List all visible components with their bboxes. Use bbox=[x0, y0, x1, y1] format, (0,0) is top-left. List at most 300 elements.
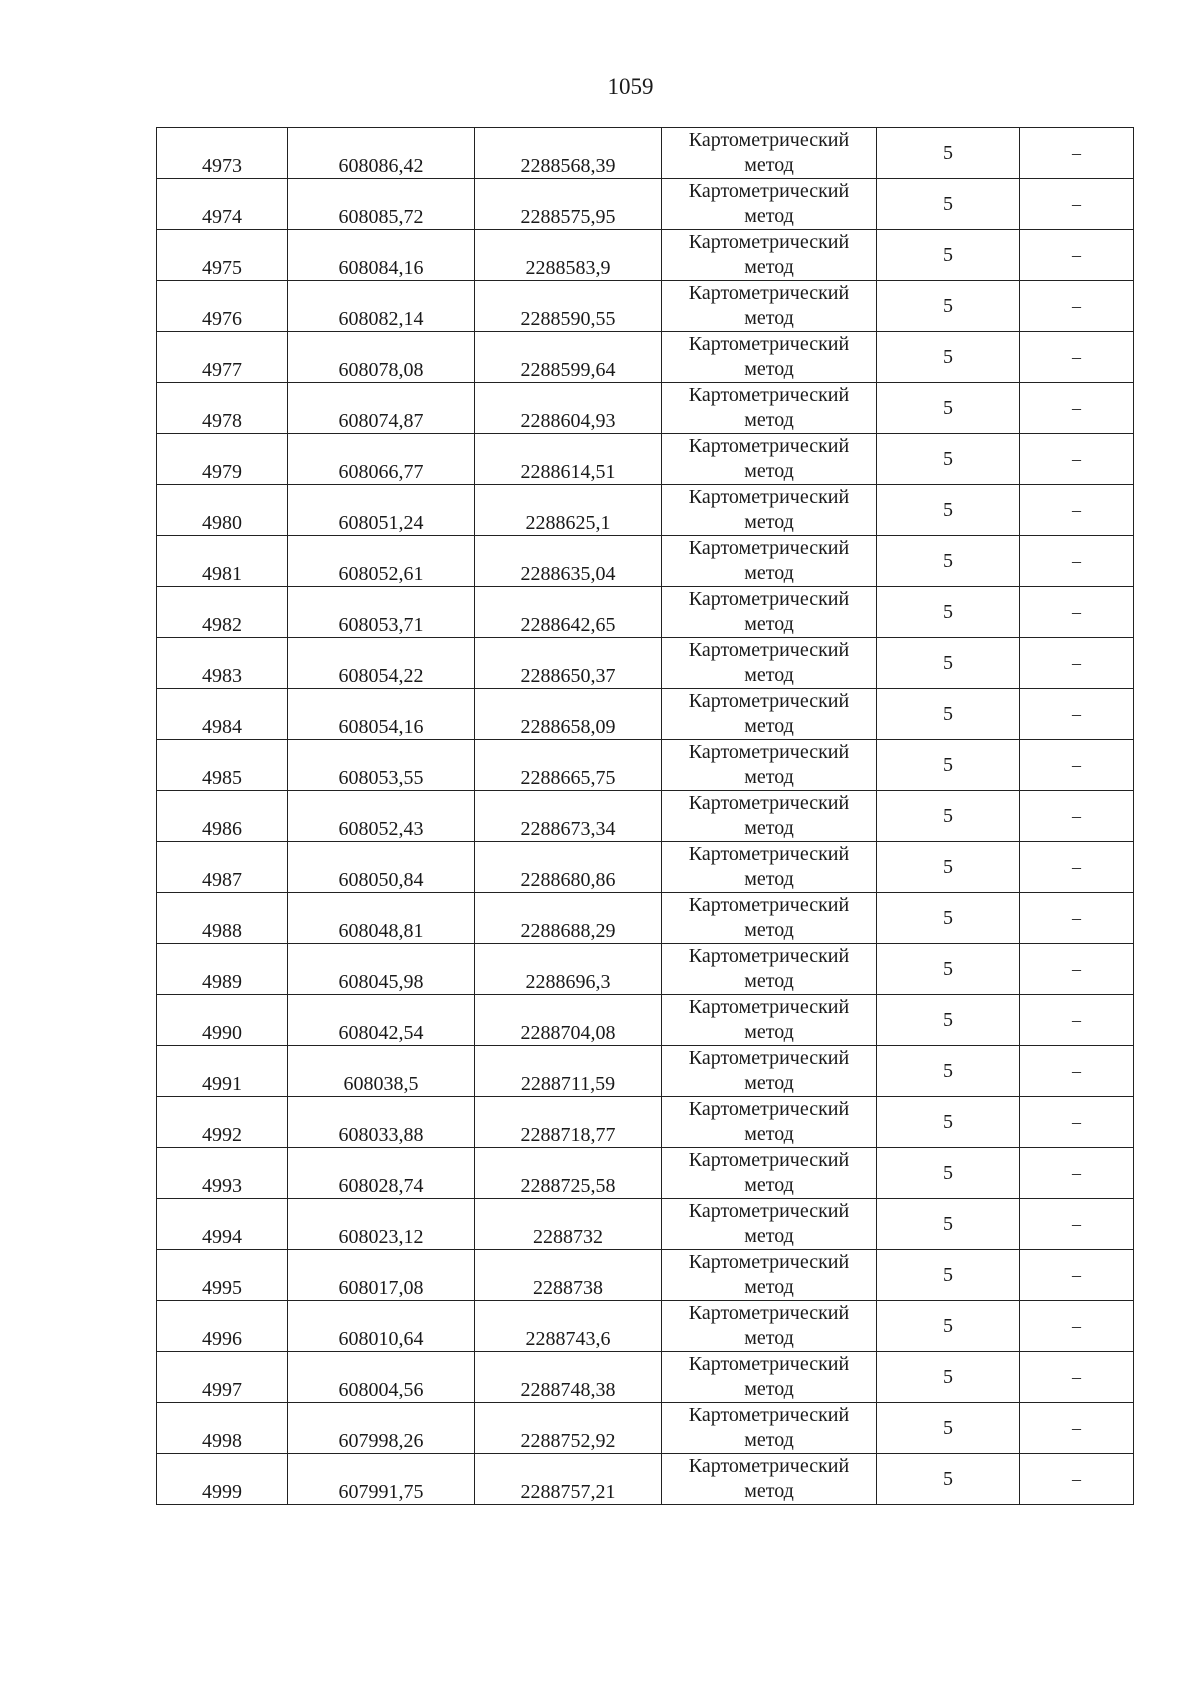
note-cell: – bbox=[1020, 434, 1134, 485]
point-number: 4996 bbox=[202, 1328, 242, 1350]
y-coordinate: 2288575,95 bbox=[520, 206, 616, 228]
y-coordinate: 2288738 bbox=[533, 1277, 603, 1299]
method-cell bbox=[662, 1301, 877, 1352]
method-cell bbox=[662, 1403, 877, 1454]
y-coordinate-cell bbox=[475, 1199, 662, 1250]
method-cell bbox=[662, 1250, 877, 1301]
accuracy-cell: 5 bbox=[877, 179, 1020, 230]
x-coordinate-cell bbox=[288, 434, 475, 485]
x-coordinate: 608052,61 bbox=[338, 563, 424, 585]
method-line-1: Картометрический bbox=[688, 792, 850, 814]
method-cell bbox=[662, 638, 877, 689]
y-coordinate-cell bbox=[475, 128, 662, 179]
accuracy-cell: 5 bbox=[877, 740, 1020, 791]
y-coordinate: 2288673,34 bbox=[520, 818, 616, 840]
x-coordinate-cell bbox=[288, 740, 475, 791]
method-cell bbox=[662, 995, 877, 1046]
note-cell: – bbox=[1020, 1148, 1134, 1199]
table-row bbox=[157, 995, 1134, 1046]
x-coordinate: 608045,98 bbox=[338, 971, 424, 993]
point-number-cell bbox=[157, 1454, 288, 1505]
note-cell: – bbox=[1020, 1250, 1134, 1301]
method-line-1: Картометрический bbox=[688, 1302, 850, 1324]
y-coordinate-cell bbox=[475, 638, 662, 689]
x-coordinate: 608074,87 bbox=[338, 410, 424, 432]
point-number: 4982 bbox=[202, 614, 242, 636]
note-cell: – bbox=[1020, 1352, 1134, 1403]
accuracy-cell: 5 bbox=[877, 1454, 1020, 1505]
y-coordinate: 2288718,77 bbox=[520, 1124, 616, 1146]
accuracy-cell: 5 bbox=[877, 128, 1020, 179]
method-line-2: метод bbox=[744, 1327, 794, 1349]
method-line-1: Картометрический bbox=[688, 282, 850, 304]
point-number: 4983 bbox=[202, 665, 242, 687]
note-cell: – bbox=[1020, 638, 1134, 689]
y-coordinate: 2288625,1 bbox=[525, 512, 611, 534]
table-row bbox=[157, 383, 1134, 434]
table-row bbox=[157, 485, 1134, 536]
method-line-1: Картометрический bbox=[688, 843, 850, 865]
y-coordinate-cell bbox=[475, 944, 662, 995]
point-number-cell bbox=[157, 689, 288, 740]
point-number-cell bbox=[157, 1352, 288, 1403]
x-coordinate-cell bbox=[288, 281, 475, 332]
x-coordinate-cell bbox=[288, 1148, 475, 1199]
table-row bbox=[157, 689, 1134, 740]
y-coordinate-cell bbox=[475, 1046, 662, 1097]
y-coordinate-cell bbox=[475, 1148, 662, 1199]
method-line-1: Картометрический bbox=[688, 231, 850, 253]
y-coordinate-cell bbox=[475, 434, 662, 485]
table-row bbox=[157, 1352, 1134, 1403]
x-coordinate-cell bbox=[288, 791, 475, 842]
point-number: 4977 bbox=[202, 359, 242, 381]
method-cell bbox=[662, 383, 877, 434]
table-row bbox=[157, 1250, 1134, 1301]
y-coordinate: 2288748,38 bbox=[520, 1379, 616, 1401]
point-number: 4975 bbox=[202, 257, 242, 279]
table-row bbox=[157, 179, 1134, 230]
point-number: 4997 bbox=[202, 1379, 242, 1401]
point-number: 4979 bbox=[202, 461, 242, 483]
x-coordinate-cell bbox=[288, 128, 475, 179]
x-coordinate: 608054,16 bbox=[338, 716, 424, 738]
note-cell: – bbox=[1020, 1301, 1134, 1352]
point-number-cell bbox=[157, 1097, 288, 1148]
x-coordinate: 608038,5 bbox=[343, 1073, 419, 1095]
y-coordinate-cell bbox=[475, 485, 662, 536]
point-number: 4980 bbox=[202, 512, 242, 534]
accuracy-cell: 5 bbox=[877, 536, 1020, 587]
method-cell bbox=[662, 587, 877, 638]
accuracy-cell: 5 bbox=[877, 689, 1020, 740]
x-coordinate: 608082,14 bbox=[338, 308, 424, 330]
x-coordinate: 608010,64 bbox=[338, 1328, 424, 1350]
method-line-2: метод bbox=[744, 1072, 794, 1094]
point-number-cell bbox=[157, 434, 288, 485]
x-coordinate-cell bbox=[288, 587, 475, 638]
accuracy-cell: 5 bbox=[877, 1097, 1020, 1148]
x-coordinate-cell bbox=[288, 1199, 475, 1250]
x-coordinate-cell bbox=[288, 944, 475, 995]
x-coordinate-cell bbox=[288, 1301, 475, 1352]
x-coordinate: 608054,22 bbox=[338, 665, 424, 687]
method-line-1: Картометрический bbox=[688, 945, 850, 967]
method-line-2: метод bbox=[744, 1225, 794, 1247]
note-cell: – bbox=[1020, 1046, 1134, 1097]
x-coordinate: 608051,24 bbox=[338, 512, 424, 534]
method-cell bbox=[662, 740, 877, 791]
table-row bbox=[157, 1148, 1134, 1199]
accuracy-cell: 5 bbox=[877, 1148, 1020, 1199]
accuracy-cell: 5 bbox=[877, 1352, 1020, 1403]
note-cell: – bbox=[1020, 536, 1134, 587]
method-cell bbox=[662, 230, 877, 281]
table-row bbox=[157, 230, 1134, 281]
point-number: 4989 bbox=[202, 971, 242, 993]
point-number: 4981 bbox=[202, 563, 242, 585]
point-number-cell bbox=[157, 1403, 288, 1454]
x-coordinate: 608084,16 bbox=[338, 257, 424, 279]
method-line-1: Картометрический bbox=[688, 639, 850, 661]
x-coordinate: 608042,54 bbox=[338, 1022, 424, 1044]
note-cell: – bbox=[1020, 332, 1134, 383]
point-number: 4987 bbox=[202, 869, 242, 891]
y-coordinate-cell bbox=[475, 383, 662, 434]
x-coordinate: 608023,12 bbox=[338, 1226, 424, 1248]
table-row bbox=[157, 587, 1134, 638]
x-coordinate-cell bbox=[288, 1046, 475, 1097]
method-line-2: метод bbox=[744, 409, 794, 431]
note-cell: – bbox=[1020, 281, 1134, 332]
x-coordinate: 608052,43 bbox=[338, 818, 424, 840]
note-cell: – bbox=[1020, 740, 1134, 791]
table-row bbox=[157, 536, 1134, 587]
method-cell bbox=[662, 179, 877, 230]
accuracy-cell: 5 bbox=[877, 893, 1020, 944]
accuracy-cell: 5 bbox=[877, 995, 1020, 1046]
y-coordinate: 2288599,64 bbox=[520, 359, 616, 381]
y-coordinate-cell bbox=[475, 1301, 662, 1352]
method-cell bbox=[662, 1352, 877, 1403]
y-coordinate-cell bbox=[475, 587, 662, 638]
y-coordinate: 2288732 bbox=[533, 1226, 603, 1248]
point-number-cell bbox=[157, 281, 288, 332]
method-line-2: метод bbox=[744, 664, 794, 686]
point-number: 4985 bbox=[202, 767, 242, 789]
method-cell bbox=[662, 791, 877, 842]
point-number: 4999 bbox=[202, 1481, 242, 1503]
y-coordinate-cell bbox=[475, 1403, 662, 1454]
method-line-2: метод bbox=[744, 1378, 794, 1400]
method-line-2: метод bbox=[744, 1123, 794, 1145]
note-cell: – bbox=[1020, 587, 1134, 638]
method-line-1: Картометрический bbox=[688, 180, 850, 202]
point-number-cell bbox=[157, 587, 288, 638]
method-cell bbox=[662, 944, 877, 995]
y-coordinate: 2288743,6 bbox=[525, 1328, 611, 1350]
method-line-1: Картометрический bbox=[688, 333, 850, 355]
y-coordinate: 2288696,3 bbox=[525, 971, 611, 993]
accuracy-cell: 5 bbox=[877, 1046, 1020, 1097]
table-row bbox=[157, 638, 1134, 689]
y-coordinate-cell bbox=[475, 1454, 662, 1505]
x-coordinate-cell bbox=[288, 842, 475, 893]
method-line-1: Картометрический bbox=[688, 1200, 850, 1222]
table-row bbox=[157, 1097, 1134, 1148]
x-coordinate: 607991,75 bbox=[338, 1481, 424, 1503]
method-line-1: Картометрический bbox=[688, 996, 850, 1018]
method-line-2: метод bbox=[744, 613, 794, 635]
y-coordinate-cell bbox=[475, 995, 662, 1046]
point-number-cell bbox=[157, 944, 288, 995]
point-number-cell bbox=[157, 383, 288, 434]
method-line-2: метод bbox=[744, 766, 794, 788]
y-coordinate-cell bbox=[475, 332, 662, 383]
x-coordinate: 608050,84 bbox=[338, 869, 424, 891]
y-coordinate-cell bbox=[475, 1097, 662, 1148]
x-coordinate-cell bbox=[288, 332, 475, 383]
y-coordinate-cell bbox=[475, 179, 662, 230]
table-body bbox=[157, 128, 1134, 1505]
point-number-cell bbox=[157, 791, 288, 842]
accuracy-cell: 5 bbox=[877, 791, 1020, 842]
method-cell bbox=[662, 893, 877, 944]
point-number: 4978 bbox=[202, 410, 242, 432]
table-row bbox=[157, 332, 1134, 383]
table-row bbox=[157, 893, 1134, 944]
x-coordinate-cell bbox=[288, 536, 475, 587]
point-number-cell bbox=[157, 485, 288, 536]
x-coordinate: 608053,71 bbox=[338, 614, 424, 636]
method-line-1: Картометрический bbox=[688, 1251, 850, 1273]
point-number: 4990 bbox=[202, 1022, 242, 1044]
note-cell: – bbox=[1020, 230, 1134, 281]
method-cell bbox=[662, 536, 877, 587]
method-cell bbox=[662, 485, 877, 536]
point-number: 4991 bbox=[202, 1073, 242, 1095]
method-cell bbox=[662, 842, 877, 893]
accuracy-cell: 5 bbox=[877, 638, 1020, 689]
method-line-2: метод bbox=[744, 715, 794, 737]
x-coordinate: 608085,72 bbox=[338, 206, 424, 228]
method-line-1: Картометрический bbox=[688, 1149, 850, 1171]
point-number-cell bbox=[157, 638, 288, 689]
method-cell bbox=[662, 689, 877, 740]
method-line-2: метод bbox=[744, 205, 794, 227]
y-coordinate: 2288642,65 bbox=[520, 614, 616, 636]
x-coordinate: 608033,88 bbox=[338, 1124, 424, 1146]
note-cell: – bbox=[1020, 485, 1134, 536]
x-coordinate: 608048,81 bbox=[338, 920, 424, 942]
y-coordinate: 2288635,04 bbox=[520, 563, 616, 585]
accuracy-cell: 5 bbox=[877, 1199, 1020, 1250]
x-coordinate: 608066,77 bbox=[338, 461, 424, 483]
point-number: 4976 bbox=[202, 308, 242, 330]
x-coordinate-cell bbox=[288, 1352, 475, 1403]
point-number: 4984 bbox=[202, 716, 242, 738]
method-cell bbox=[662, 1199, 877, 1250]
table-row bbox=[157, 740, 1134, 791]
y-coordinate-cell bbox=[475, 791, 662, 842]
accuracy-cell: 5 bbox=[877, 1301, 1020, 1352]
table-row bbox=[157, 1046, 1134, 1097]
method-line-1: Картометрический bbox=[688, 741, 850, 763]
method-line-2: метод bbox=[744, 358, 794, 380]
accuracy-cell: 5 bbox=[877, 1250, 1020, 1301]
y-coordinate-cell bbox=[475, 230, 662, 281]
note-cell: – bbox=[1020, 1454, 1134, 1505]
x-coordinate-cell bbox=[288, 1097, 475, 1148]
method-line-1: Картометрический bbox=[688, 486, 850, 508]
note-cell: – bbox=[1020, 791, 1134, 842]
point-number-cell bbox=[157, 128, 288, 179]
method-line-1: Картометрический bbox=[688, 129, 850, 151]
accuracy-cell: 5 bbox=[877, 281, 1020, 332]
x-coordinate-cell bbox=[288, 638, 475, 689]
table-row bbox=[157, 1199, 1134, 1250]
y-coordinate-cell bbox=[475, 1352, 662, 1403]
method-line-1: Картометрический bbox=[688, 537, 850, 559]
x-coordinate-cell bbox=[288, 179, 475, 230]
accuracy-cell: 5 bbox=[877, 383, 1020, 434]
point-number: 4973 bbox=[202, 155, 242, 177]
x-coordinate: 608053,55 bbox=[338, 767, 424, 789]
method-line-1: Картометрический bbox=[688, 1455, 850, 1477]
x-coordinate-cell bbox=[288, 893, 475, 944]
point-number: 4988 bbox=[202, 920, 242, 942]
y-coordinate-cell bbox=[475, 281, 662, 332]
table-row bbox=[157, 1403, 1134, 1454]
y-coordinate: 2288604,93 bbox=[520, 410, 616, 432]
method-line-2: метод bbox=[744, 154, 794, 176]
table-row bbox=[157, 1454, 1134, 1505]
y-coordinate-cell bbox=[475, 740, 662, 791]
y-coordinate-cell bbox=[475, 893, 662, 944]
note-cell: – bbox=[1020, 1199, 1134, 1250]
point-number-cell bbox=[157, 1301, 288, 1352]
y-coordinate-cell bbox=[475, 1250, 662, 1301]
x-coordinate-cell bbox=[288, 230, 475, 281]
y-coordinate-cell bbox=[475, 842, 662, 893]
method-line-2: метод bbox=[744, 1480, 794, 1502]
method-line-2: метод bbox=[744, 817, 794, 839]
y-coordinate-cell bbox=[475, 536, 662, 587]
y-coordinate: 2288614,51 bbox=[520, 461, 616, 483]
y-coordinate: 2288665,75 bbox=[520, 767, 616, 789]
note-cell: – bbox=[1020, 128, 1134, 179]
method-line-1: Картометрический bbox=[688, 894, 850, 916]
point-number: 4998 bbox=[202, 1430, 242, 1452]
point-number-cell bbox=[157, 179, 288, 230]
method-line-2: метод bbox=[744, 562, 794, 584]
point-number-cell bbox=[157, 1250, 288, 1301]
method-line-2: метод bbox=[744, 1429, 794, 1451]
table-row bbox=[157, 842, 1134, 893]
method-cell bbox=[662, 1097, 877, 1148]
point-number: 4994 bbox=[202, 1226, 242, 1248]
accuracy-cell: 5 bbox=[877, 1403, 1020, 1454]
method-line-1: Картометрический bbox=[688, 1404, 850, 1426]
method-line-2: метод bbox=[744, 1021, 794, 1043]
x-coordinate-cell bbox=[288, 485, 475, 536]
y-coordinate-cell bbox=[475, 689, 662, 740]
method-cell bbox=[662, 1046, 877, 1097]
method-line-1: Картометрический bbox=[688, 690, 850, 712]
point-number-cell bbox=[157, 995, 288, 1046]
y-coordinate: 2288583,9 bbox=[525, 257, 611, 279]
point-number-cell bbox=[157, 1046, 288, 1097]
accuracy-cell: 5 bbox=[877, 434, 1020, 485]
x-coordinate-cell bbox=[288, 383, 475, 434]
method-cell bbox=[662, 332, 877, 383]
method-line-2: метод bbox=[744, 1174, 794, 1196]
x-coordinate-cell bbox=[288, 1403, 475, 1454]
method-line-2: метод bbox=[744, 919, 794, 941]
y-coordinate: 2288590,55 bbox=[520, 308, 616, 330]
method-line-1: Картометрический bbox=[688, 1353, 850, 1375]
point-number-cell bbox=[157, 332, 288, 383]
x-coordinate: 607998,26 bbox=[338, 1430, 424, 1452]
y-coordinate: 2288704,08 bbox=[520, 1022, 616, 1044]
accuracy-cell: 5 bbox=[877, 944, 1020, 995]
note-cell: – bbox=[1020, 944, 1134, 995]
y-coordinate: 2288752,92 bbox=[520, 1430, 616, 1452]
y-coordinate: 2288725,58 bbox=[520, 1175, 616, 1197]
accuracy-cell: 5 bbox=[877, 332, 1020, 383]
point-number-cell bbox=[157, 1148, 288, 1199]
method-cell bbox=[662, 1148, 877, 1199]
note-cell: – bbox=[1020, 383, 1134, 434]
x-coordinate: 608078,08 bbox=[338, 359, 424, 381]
point-number: 4992 bbox=[202, 1124, 242, 1146]
y-coordinate: 2288568,39 bbox=[520, 155, 616, 177]
method-cell bbox=[662, 1454, 877, 1505]
x-coordinate-cell bbox=[288, 689, 475, 740]
accuracy-cell: 5 bbox=[877, 485, 1020, 536]
method-line-2: метод bbox=[744, 460, 794, 482]
table-row bbox=[157, 944, 1134, 995]
table-row bbox=[157, 1301, 1134, 1352]
note-cell: – bbox=[1020, 893, 1134, 944]
x-coordinate: 608004,56 bbox=[338, 1379, 424, 1401]
y-coordinate: 2288688,29 bbox=[520, 920, 616, 942]
table-row bbox=[157, 128, 1134, 179]
y-coordinate: 2288711,59 bbox=[520, 1073, 616, 1095]
method-line-2: метод bbox=[744, 307, 794, 329]
table-row bbox=[157, 434, 1134, 485]
y-coordinate: 2288650,37 bbox=[520, 665, 616, 687]
point-number-cell bbox=[157, 1199, 288, 1250]
accuracy-cell: 5 bbox=[877, 230, 1020, 281]
point-number: 4995 bbox=[202, 1277, 242, 1299]
method-line-2: метод bbox=[744, 868, 794, 890]
x-coordinate-cell bbox=[288, 1454, 475, 1505]
note-cell: – bbox=[1020, 842, 1134, 893]
note-cell: – bbox=[1020, 1403, 1134, 1454]
y-coordinate: 2288658,09 bbox=[520, 716, 616, 738]
method-line-2: метод bbox=[744, 511, 794, 533]
note-cell: – bbox=[1020, 995, 1134, 1046]
y-coordinate: 2288680,86 bbox=[520, 869, 616, 891]
method-line-1: Картометрический bbox=[688, 1098, 850, 1120]
y-coordinate: 2288757,21 bbox=[520, 1481, 616, 1503]
accuracy-cell: 5 bbox=[877, 842, 1020, 893]
point-number: 4986 bbox=[202, 818, 242, 840]
x-coordinate-cell bbox=[288, 1250, 475, 1301]
method-line-2: метод bbox=[744, 970, 794, 992]
method-line-1: Картометрический bbox=[688, 1047, 850, 1069]
